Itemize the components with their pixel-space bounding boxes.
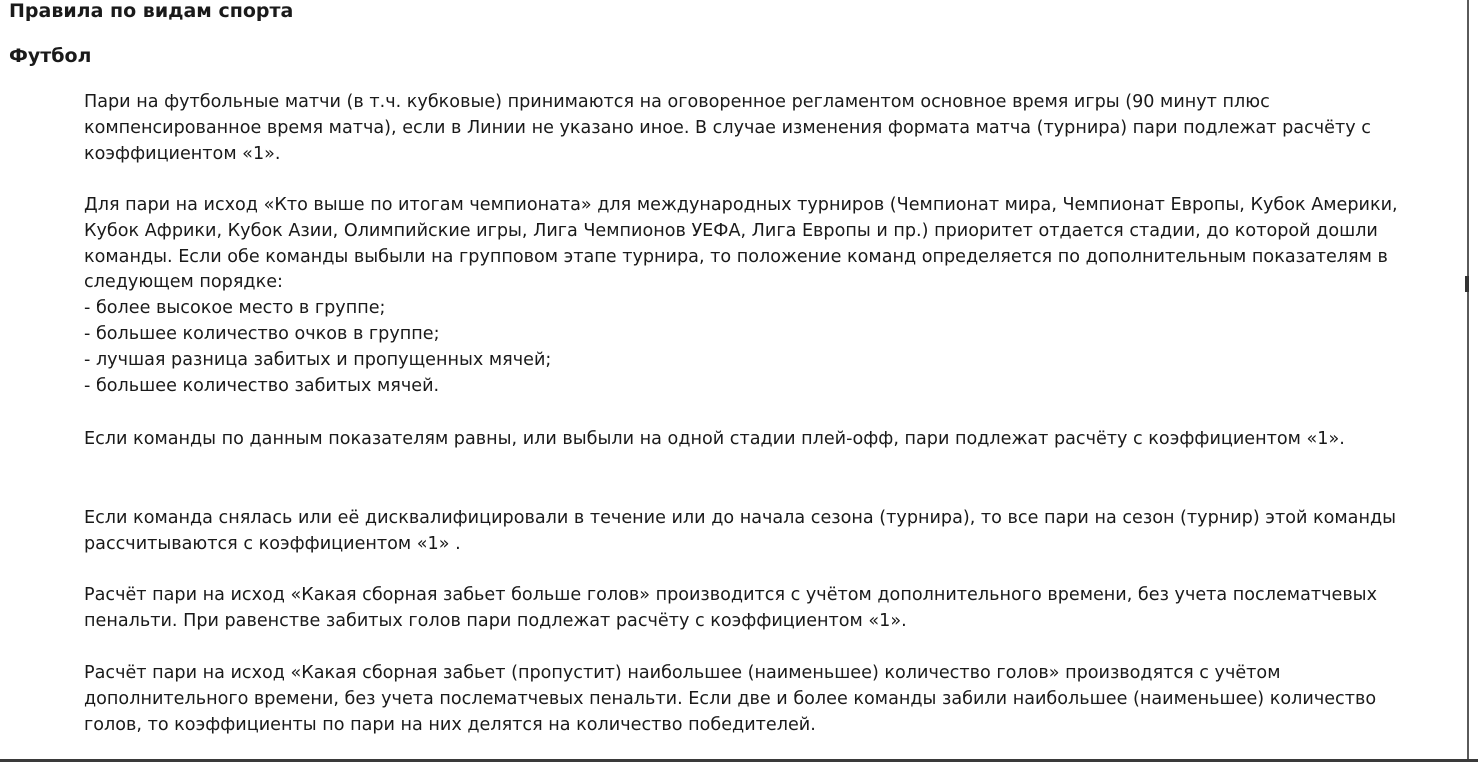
list-item: - большее количество забитых мячей. <box>84 375 440 396</box>
rule-paragraph-4 <box>84 506 1434 558</box>
list-item: - большее количество очков в группе; <box>84 323 440 344</box>
section-title-football: Футбол <box>9 45 92 67</box>
rule-paragraph-6 <box>84 661 1434 738</box>
paragraph-line: Расчёт пари на исход «Какая сборная забьет больше голов» производится с учётом дополнительного времени, без учета послематчевых <box>84 585 1377 605</box>
scrollbar-rail <box>1467 0 1469 760</box>
paragraph-line: Пари на футбольные матчи (в т.ч. кубковые) принимаются на оговоренное регламентом основное время игры (90 минут плюс <box>84 92 1270 112</box>
paragraph-line: Кубок Африки, Кубок Азии, Олимпийские игры, Лига Чемпионов УЕФА, Лига Европы и пр.) приоритет отдается стадии, до которой дошли <box>84 220 1378 241</box>
list-item: - более высокое место в группе; <box>84 298 386 319</box>
paragraph-line: команды. Если обе команды выбыли на групповом этапе турнира, то положение команд определяется по дополнительным показателям в <box>84 246 1388 267</box>
rule-paragraph-2 <box>84 193 1434 399</box>
paragraph-line: Для пари на исход «Кто выше по итогам чемпионата» для международных турниров (Чемпионат мира, Чемпионат Европы, Кубок Америки, <box>84 195 1398 215</box>
list-item: - лучшая разница забитых и пропущенных мячей; <box>84 349 552 370</box>
paragraph-line: Расчёт пари на исход «Какая сборная забьет (пропустит) наибольшее (наименьшее) количество голов» производятся с учётом <box>84 663 1281 683</box>
paragraph-line: дополнительного времени, без учета послематчевых пенальти. Если две и более команды забили наибольшее (наименьшее) количество <box>84 688 1377 709</box>
rule-paragraph-5 <box>84 583 1434 635</box>
page-title: Правила по видам спорта <box>9 0 294 22</box>
paragraph-line: пенальти. При равенстве забитых голов пари подлежат расчёту с коэффициентом «1». <box>84 610 907 631</box>
vertical-scrollbar[interactable] <box>1462 0 1478 760</box>
paragraph-line: Если команды по данным показателям равны, или выбыли на одной стадии плей-офф, пари подлежат расчёту с коэффициентом «1». <box>84 429 1345 449</box>
paragraph-line: коэффициентом «1». <box>84 143 281 164</box>
paragraph-line: рассчитываются с коэффициентом «1» . <box>84 533 461 554</box>
paragraph-line: компенсированное время матча), если в Линии не указано иное. В случае изменения формата матча (турнира) пари подлежат расчёту с <box>84 117 1371 138</box>
paragraph-line: Если команда снялась или её дисквалифицировали в течение или до начала сезона (турнира), то все пари на сезон (турнир) этой команды <box>84 508 1397 528</box>
paragraph-line: голов, то коэффициенты по пари на них делятся на количество победителей. <box>84 714 816 735</box>
rule-paragraph-3 <box>84 427 1434 453</box>
scrollbar-thumb[interactable] <box>1465 276 1469 292</box>
paragraph-line: следующем порядке: <box>84 272 283 293</box>
rule-paragraph-1 <box>84 90 1434 167</box>
